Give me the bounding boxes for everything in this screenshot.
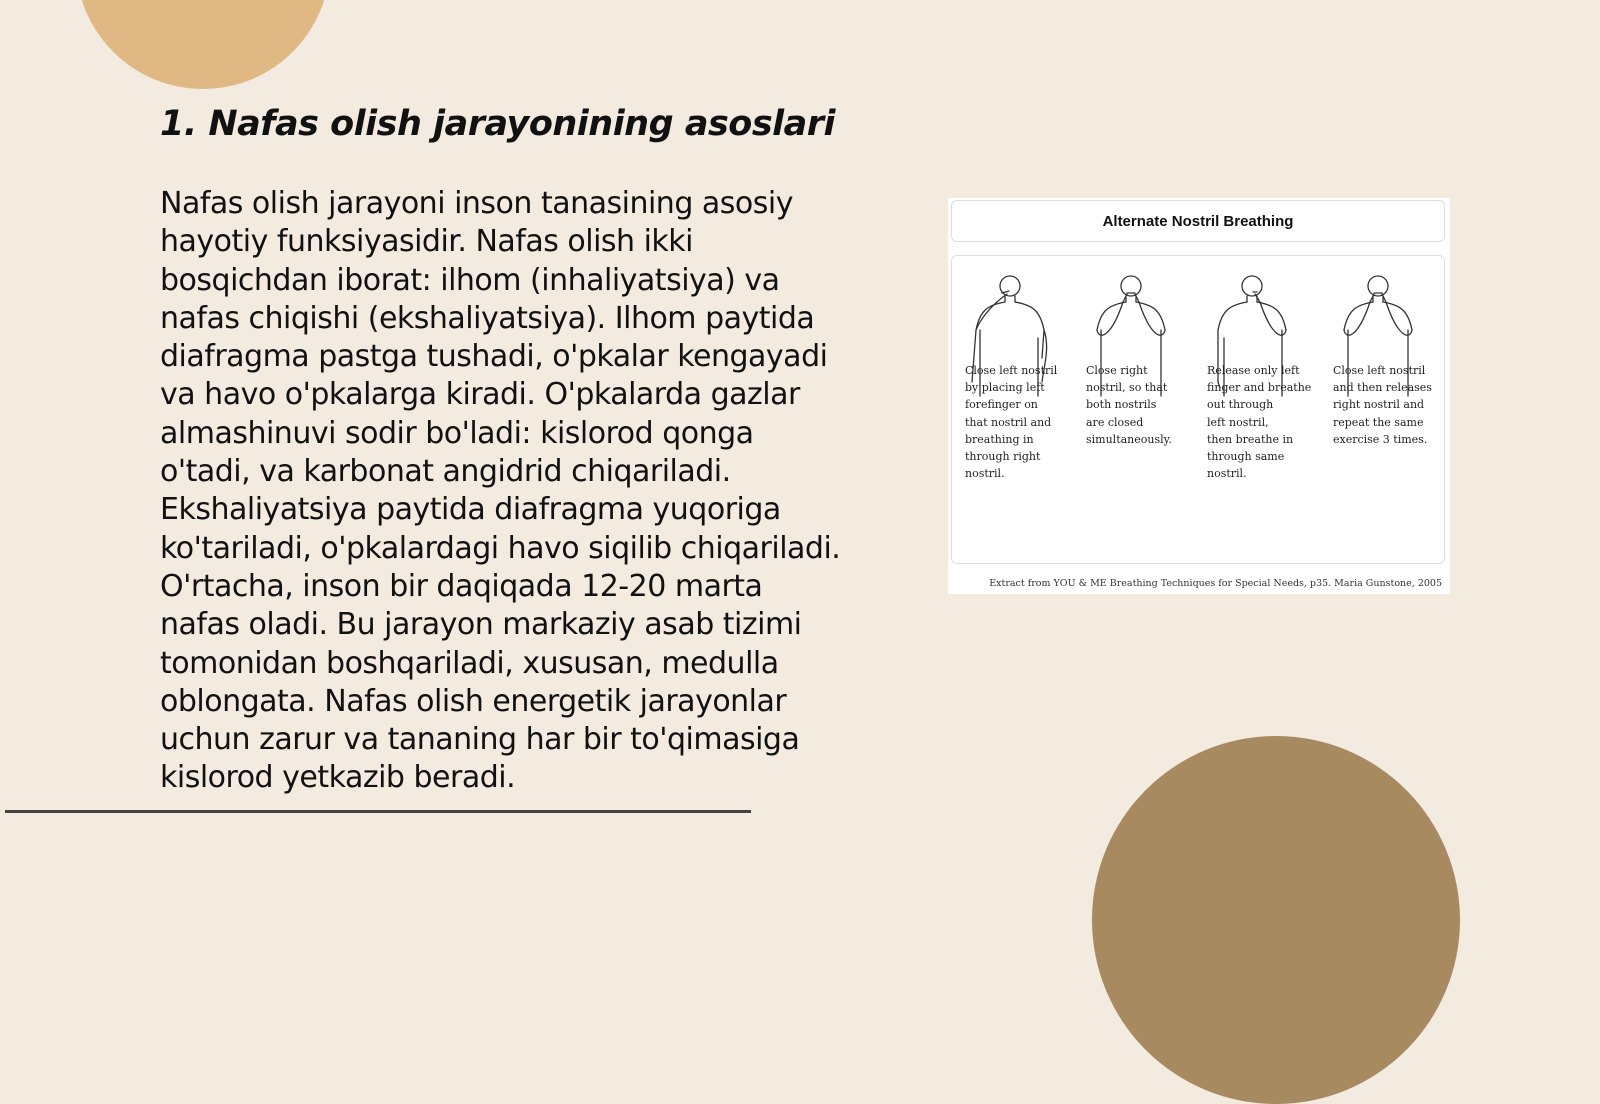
- caption-step-4: Close left nostril and then releases right nostril and repeat the same exercise 3 times.: [1333, 364, 1432, 446]
- caption-step-3: Release only left finger and breathe out through left nostril, then breathe in through same nostril.: [1207, 364, 1312, 481]
- figure-header: Alternate Nostril Breathing: [951, 200, 1445, 242]
- decorative-circle-top: [76, 0, 330, 89]
- divider-line: [5, 810, 751, 813]
- slide-title: 1. Nafas olish jarayonining asoslari: [160, 104, 836, 144]
- caption-step-1: Close left nostril by placing left forefinger on that nostril and breathing in through right nostril.: [965, 364, 1058, 481]
- decorative-circle-bottom: [1092, 736, 1460, 1104]
- figure-credit: Extract from YOU & ME Breathing Techniques for Special Needs, p35. Maria Gunstone, 2005: [989, 578, 1442, 589]
- slide-body-text: Nafas olish jarayoni inson tanasining asosiy hayotiy funksiyasidir. Nafas olish ikki bosqichdan iborat: ilhom (inhaliyatsiya) va nafas chiqishi (ekshaliyatsiya). Ilhom paytida diafragma pastga tushadi, o'pkalar kengayadi va havo o'pkalarga kiradi. O'pkalarda gazlar almashinuvi sodir bo'ladi: kislorod qonga o'tadi, va karbonat angidrid chiqariladi. Ekshaliyatsiya paytida diafragma yuqoriga ko'tariladi, o'pkalardagi havo siqilib chiqariladi. O'rtacha, inson bir daqiqada 12-20 marta nafas oladi. Bu jarayon markaziy asab tizimi tomonidan boshqariladi, xususan, medulla oblongata. Nafas olish energetik jarayonlar uchun zarur va tananing har bir to'qimasiga kislorod yetkazib beradi.: [160, 186, 841, 796]
- breathing-figure: [948, 198, 1450, 594]
- caption-step-2: Close right nostril, so that both nostrils are closed simultaneously.: [1086, 364, 1172, 446]
